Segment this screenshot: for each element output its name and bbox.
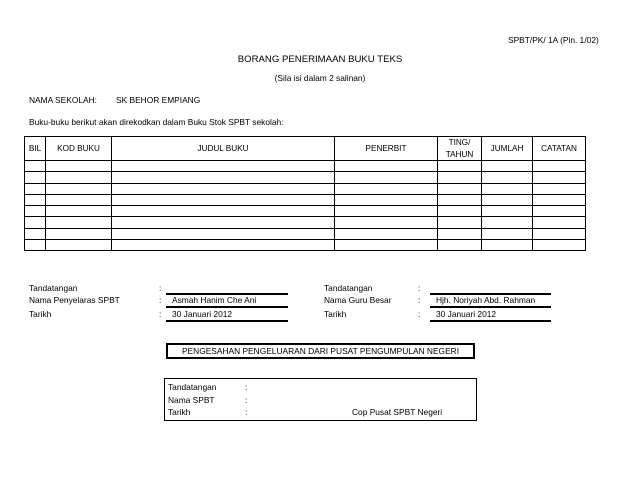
- table-cell: [112, 194, 335, 205]
- table-row: [25, 206, 586, 217]
- table-cell: [25, 240, 46, 251]
- form-code: SPBT/PK/ 1A (Pin. 1/02): [508, 35, 599, 45]
- table-cell: [25, 217, 46, 228]
- table-cell: [482, 228, 533, 239]
- table-cell: [438, 194, 482, 205]
- table-row: [25, 172, 586, 183]
- table-cell: [335, 194, 438, 205]
- table-cell: [533, 240, 586, 251]
- left-nama-line: [166, 306, 288, 308]
- pengesahan-tandatangan-label: Tandatangan: [168, 382, 217, 392]
- table-cell: [438, 206, 482, 217]
- table-cell: [112, 240, 335, 251]
- table-cell: [112, 161, 335, 172]
- ting-line-1: TING/: [448, 138, 471, 148]
- table-cell: [438, 183, 482, 194]
- table-cell: [25, 172, 46, 183]
- table-cell: [25, 161, 46, 172]
- table-cell: [335, 228, 438, 239]
- table-cell: [46, 206, 112, 217]
- pengesahan-colon-3: :: [245, 407, 248, 417]
- left-nama-label: Nama Penyelaras SPBT: [29, 295, 120, 305]
- table-cell: [46, 240, 112, 251]
- pengesahan-title: PENGESAHAN PENGELUARAN DARI PUSAT PENGUMPULAN NEGERI: [181, 346, 460, 356]
- table-cell: [25, 194, 46, 205]
- table-cell: [533, 172, 586, 183]
- left-tarikh-label: Tarikh: [29, 309, 52, 319]
- table-cell: [335, 206, 438, 217]
- table-cell: [46, 228, 112, 239]
- table-cell: [112, 206, 335, 217]
- right-nama-value: Hjh. Noriyah Abd. Rahman: [436, 295, 536, 305]
- table-cell: [482, 206, 533, 217]
- col-header-jumlah: JUMLAH: [482, 137, 533, 161]
- table-cell: [112, 217, 335, 228]
- col-header-ting-tahun: [438, 137, 482, 161]
- table-header-row: [25, 137, 586, 161]
- pengesahan-nama-label: Nama SPBT: [168, 395, 215, 405]
- table-cell: [533, 194, 586, 205]
- table-cell: [438, 228, 482, 239]
- table-row: [25, 240, 586, 251]
- table-row: [25, 161, 586, 172]
- right-colon-1: :: [418, 283, 421, 293]
- table-cell: [482, 217, 533, 228]
- table-cell: [46, 161, 112, 172]
- school-label: NAMA SEKOLAH:: [29, 95, 97, 105]
- col-header-catatan: CATATAN: [533, 137, 586, 161]
- left-colon-2: :: [159, 295, 162, 305]
- right-colon-2: :: [418, 295, 421, 305]
- table-cell: [335, 161, 438, 172]
- left-tarikh-line: [166, 320, 288, 322]
- col-header-penerbit: PENERBIT: [335, 137, 438, 161]
- right-tarikh-line: [430, 320, 551, 322]
- table-cell: [482, 240, 533, 251]
- table-cell: [533, 217, 586, 228]
- ting-line-2: TAHUN: [445, 149, 474, 159]
- table-cell: [25, 228, 46, 239]
- table-cell: [482, 172, 533, 183]
- right-nama-line: [430, 306, 551, 308]
- table-row: [25, 228, 586, 239]
- right-colon-3: :: [418, 309, 421, 319]
- col-header-bil: BIL: [25, 137, 46, 161]
- left-tandatangan-label: Tandatangan: [29, 283, 78, 293]
- left-tarikh-value: 30 Januari 2012: [172, 309, 233, 319]
- table-cell: [112, 172, 335, 183]
- table-cell: [46, 194, 112, 205]
- pengesahan-tarikh-label: Tarikh: [168, 407, 191, 417]
- table-cell: [438, 161, 482, 172]
- form-title: BORANG PENERIMAAN BUKU TEKS: [237, 54, 403, 65]
- table-cell: [533, 183, 586, 194]
- school-name: SK BEHOR EMPIANG: [116, 95, 201, 105]
- table-cell: [482, 194, 533, 205]
- table-row: [25, 217, 586, 228]
- table-cell: [438, 217, 482, 228]
- table-cell: [112, 183, 335, 194]
- table-cell: [533, 228, 586, 239]
- table-body: [25, 161, 586, 251]
- right-nama-label: Nama Guru Besar: [324, 295, 392, 305]
- table-row: [25, 194, 586, 205]
- right-tarikh-value: 30 Januari 2012: [436, 309, 497, 319]
- left-colon-1: :: [159, 283, 162, 293]
- pengesahan-colon-1: :: [245, 382, 248, 392]
- cop-pusat-label: Cop Pusat SPBT Negeri: [352, 407, 443, 417]
- table-cell: [335, 172, 438, 183]
- table-cell: [533, 161, 586, 172]
- table-cell: [533, 206, 586, 217]
- instruction-text: Buku-buku berikut akan direkodkan dalam Buku Stok SPBT sekolah:: [29, 117, 284, 127]
- table-cell: [482, 161, 533, 172]
- table-cell: [482, 183, 533, 194]
- book-table: [24, 136, 586, 251]
- table-cell: [438, 172, 482, 183]
- form-subtitle: (Sila isi dalam 2 salinan): [274, 73, 366, 83]
- table-cell: [46, 217, 112, 228]
- table-cell: [335, 240, 438, 251]
- table-cell: [335, 183, 438, 194]
- col-header-kod-buku: KOD BUKU: [46, 137, 112, 161]
- pengesahan-colon-2: :: [245, 395, 248, 405]
- left-nama-value: Asmah Hanim Che Ani: [172, 295, 257, 305]
- table-cell: [438, 240, 482, 251]
- col-header-judul-buku: JUDUL BUKU: [112, 137, 335, 161]
- table-cell: [46, 172, 112, 183]
- table-cell: [25, 183, 46, 194]
- right-tarikh-label: Tarikh: [324, 309, 347, 319]
- table-cell: [46, 183, 112, 194]
- left-colon-3: :: [159, 309, 162, 319]
- table-row: [25, 183, 586, 194]
- table-cell: [112, 228, 335, 239]
- table-cell: [335, 217, 438, 228]
- right-tandatangan-label: Tandatangan: [324, 283, 373, 293]
- table-cell: [25, 206, 46, 217]
